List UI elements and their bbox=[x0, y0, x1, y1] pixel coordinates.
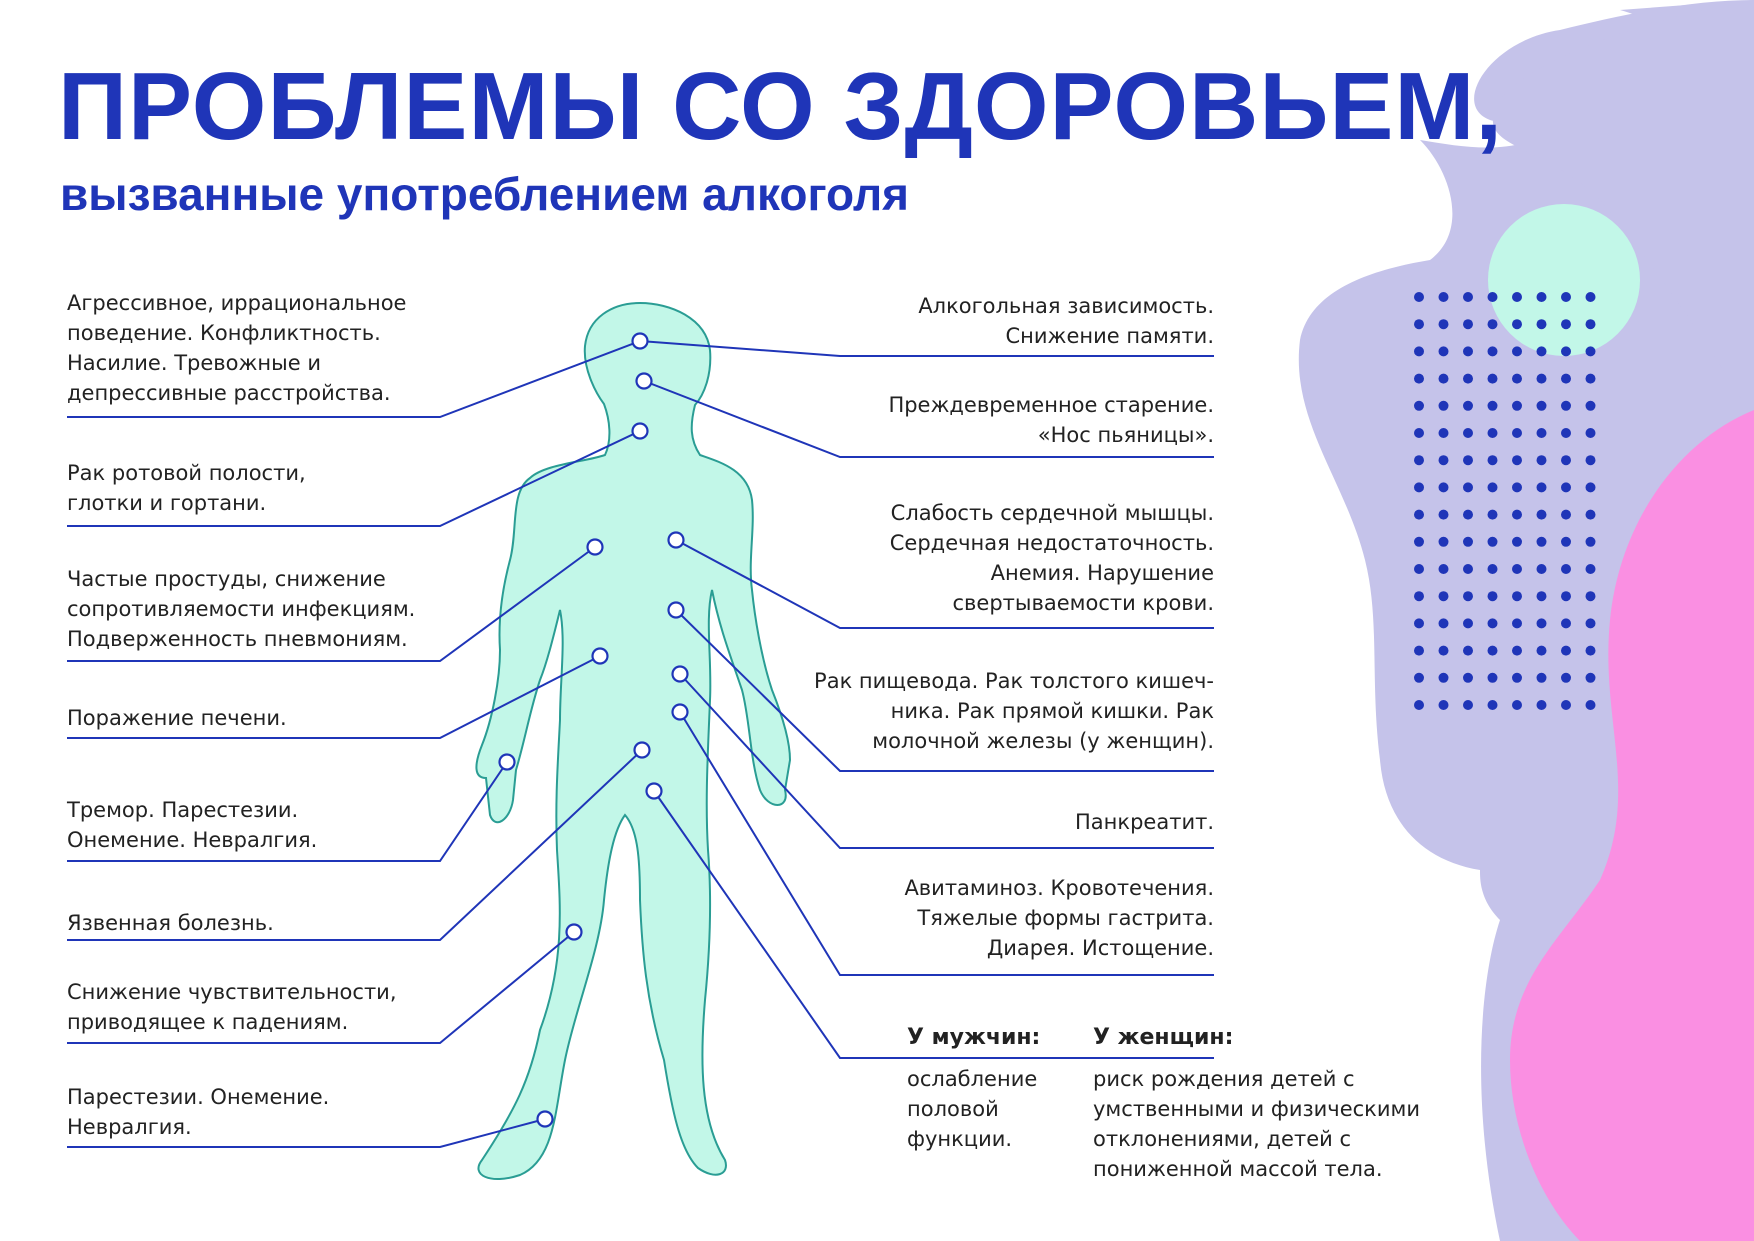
dot bbox=[1414, 673, 1424, 683]
dot bbox=[1463, 482, 1473, 492]
dot bbox=[1463, 510, 1473, 520]
dot bbox=[1512, 346, 1522, 356]
dot bbox=[1414, 482, 1424, 492]
dot bbox=[1439, 510, 1449, 520]
dot bbox=[1439, 700, 1449, 710]
dot bbox=[1537, 564, 1547, 574]
dot bbox=[1586, 537, 1596, 547]
dot bbox=[1512, 700, 1522, 710]
dot bbox=[1512, 673, 1522, 683]
men-effects: ослабление половой функции. bbox=[907, 1067, 1038, 1151]
page-title: ПРОБЛЕМЫ СО ЗДОРОВЬЕМ, bbox=[58, 53, 1503, 160]
dot bbox=[1414, 319, 1424, 329]
left-label-behavior: Агрессивное, иррациональное поведение. Конфликтность. Насилие. Тревожные и депрессивные расстройства. bbox=[67, 291, 407, 405]
dot bbox=[1488, 428, 1498, 438]
dot bbox=[1586, 646, 1596, 656]
dot bbox=[1439, 591, 1449, 601]
women-effects: риск рождения детей с умственными и физическими отклонениями, детей с пониженной массой тела. bbox=[1093, 1067, 1420, 1181]
dot bbox=[1463, 646, 1473, 656]
dot bbox=[1586, 428, 1596, 438]
page-subtitle: вызванные употреблением алкоголя bbox=[60, 168, 910, 220]
dot bbox=[1463, 374, 1473, 384]
right-label-heart: Слабость сердечной мышцы. Сердечная недостаточность. Анемия. Нарушение свертываемости крови. bbox=[889, 501, 1214, 615]
dot bbox=[1561, 564, 1571, 574]
dot bbox=[1512, 401, 1522, 411]
dot bbox=[1488, 646, 1498, 656]
dot bbox=[1537, 455, 1547, 465]
dot bbox=[1586, 374, 1596, 384]
dot bbox=[1512, 618, 1522, 628]
dot bbox=[1463, 346, 1473, 356]
dot bbox=[1463, 401, 1473, 411]
node-stomach bbox=[673, 705, 688, 720]
dot bbox=[1488, 455, 1498, 465]
dot bbox=[1561, 346, 1571, 356]
dot bbox=[1512, 319, 1522, 329]
dot bbox=[1561, 673, 1571, 683]
right-label-cancers: Рак пищевода. Рак толстого кишеч- ника. Рак прямой кишки. Рак молочной железы (у женщин). bbox=[814, 669, 1214, 753]
dot bbox=[1561, 618, 1571, 628]
dot bbox=[1439, 401, 1449, 411]
dot bbox=[1586, 673, 1596, 683]
dot bbox=[1561, 646, 1571, 656]
mint-circle bbox=[1488, 204, 1640, 356]
dot bbox=[1488, 346, 1498, 356]
dot bbox=[1414, 537, 1424, 547]
dot bbox=[1561, 401, 1571, 411]
dot bbox=[1414, 346, 1424, 356]
left-label-immunity: Частые простуды, снижение сопротивляемости инфекциям. Подверженность пневмониям. bbox=[67, 567, 416, 651]
dot bbox=[1488, 482, 1498, 492]
node-esophagus bbox=[669, 603, 684, 618]
dot bbox=[1537, 319, 1547, 329]
left-label-oral-cancer: Рак ротовой полости, глотки и гортани. bbox=[67, 461, 306, 515]
dot bbox=[1439, 319, 1449, 329]
dot bbox=[1439, 564, 1449, 574]
dot bbox=[1414, 591, 1424, 601]
dot bbox=[1488, 401, 1498, 411]
dot bbox=[1463, 319, 1473, 329]
dot bbox=[1488, 673, 1498, 683]
dot bbox=[1439, 673, 1449, 683]
dot bbox=[1537, 646, 1547, 656]
node-pancreas bbox=[673, 667, 688, 682]
dot bbox=[1561, 510, 1571, 520]
dot bbox=[1561, 374, 1571, 384]
dot bbox=[1512, 292, 1522, 302]
dot bbox=[1488, 700, 1498, 710]
dot bbox=[1586, 510, 1596, 520]
dot bbox=[1488, 319, 1498, 329]
dot bbox=[1512, 564, 1522, 574]
node-throat bbox=[633, 424, 648, 439]
dot bbox=[1488, 510, 1498, 520]
dot bbox=[1561, 428, 1571, 438]
dot bbox=[1561, 537, 1571, 547]
dot bbox=[1561, 591, 1571, 601]
node-ulcer bbox=[635, 743, 650, 758]
dot bbox=[1463, 455, 1473, 465]
dot bbox=[1537, 401, 1547, 411]
dot bbox=[1561, 455, 1571, 465]
dot bbox=[1439, 618, 1449, 628]
dot bbox=[1414, 428, 1424, 438]
node-hand bbox=[500, 755, 515, 770]
left-label-ulcer: Язвенная болезнь. bbox=[67, 911, 274, 935]
right-label-dependence: Алкогольная зависимость. Снижение памяти. bbox=[918, 294, 1214, 348]
dot bbox=[1512, 428, 1522, 438]
node-lungs bbox=[588, 540, 603, 555]
dot bbox=[1414, 646, 1424, 656]
dot bbox=[1561, 319, 1571, 329]
dot bbox=[1463, 618, 1473, 628]
left-label-tremor: Тремор. Парестезии. Онемение. Невралгия. bbox=[67, 798, 318, 852]
node-liver bbox=[593, 649, 608, 664]
dot bbox=[1439, 292, 1449, 302]
dot bbox=[1586, 401, 1596, 411]
dot bbox=[1414, 700, 1424, 710]
node-knee bbox=[567, 925, 582, 940]
dot bbox=[1537, 673, 1547, 683]
dot bbox=[1414, 401, 1424, 411]
right-label-pancreatitis: Панкреатит. bbox=[1075, 810, 1214, 834]
node-brain bbox=[633, 334, 648, 349]
dot bbox=[1512, 646, 1522, 656]
dot bbox=[1537, 700, 1547, 710]
dot bbox=[1586, 700, 1596, 710]
dot bbox=[1439, 374, 1449, 384]
dot bbox=[1439, 482, 1449, 492]
dot bbox=[1586, 564, 1596, 574]
women-heading: У женщин: bbox=[1093, 1025, 1234, 1050]
dot bbox=[1537, 346, 1547, 356]
dot bbox=[1414, 564, 1424, 574]
dot bbox=[1512, 374, 1522, 384]
dot bbox=[1488, 618, 1498, 628]
left-label-paresthesia: Парестезии. Онемение. Невралгия. bbox=[67, 1085, 330, 1139]
dot bbox=[1463, 537, 1473, 547]
dot bbox=[1414, 510, 1424, 520]
dot bbox=[1414, 618, 1424, 628]
dot bbox=[1439, 455, 1449, 465]
dot bbox=[1512, 455, 1522, 465]
dot bbox=[1537, 292, 1547, 302]
dot bbox=[1561, 292, 1571, 302]
right-label-gastritis: Авитаминоз. Кровотечения. Тяжелые формы гастрита. Диарея. Истощение. bbox=[904, 876, 1214, 960]
dot bbox=[1537, 510, 1547, 520]
dot bbox=[1537, 591, 1547, 601]
dot bbox=[1561, 482, 1571, 492]
dot bbox=[1586, 482, 1596, 492]
dot bbox=[1488, 537, 1498, 547]
dot bbox=[1586, 618, 1596, 628]
dot bbox=[1586, 455, 1596, 465]
dot bbox=[1561, 700, 1571, 710]
dot bbox=[1463, 428, 1473, 438]
dot bbox=[1463, 564, 1473, 574]
dot bbox=[1512, 510, 1522, 520]
dot bbox=[1537, 537, 1547, 547]
men-heading: У мужчин: bbox=[907, 1025, 1041, 1050]
node-heart bbox=[669, 533, 684, 548]
dot bbox=[1439, 646, 1449, 656]
dot bbox=[1512, 482, 1522, 492]
dot bbox=[1463, 591, 1473, 601]
dot bbox=[1488, 591, 1498, 601]
dot bbox=[1414, 292, 1424, 302]
dot bbox=[1463, 673, 1473, 683]
dot bbox=[1512, 537, 1522, 547]
dot bbox=[1439, 537, 1449, 547]
dot bbox=[1586, 591, 1596, 601]
dot bbox=[1488, 292, 1498, 302]
node-reproductive bbox=[647, 784, 662, 799]
dot bbox=[1463, 700, 1473, 710]
left-label-liver: Поражение печени. bbox=[67, 706, 287, 730]
left-label-sensitivity: Снижение чувствительности, приводящее к падениям. bbox=[67, 980, 397, 1034]
dot bbox=[1414, 374, 1424, 384]
dot bbox=[1537, 482, 1547, 492]
dot bbox=[1512, 591, 1522, 601]
dot bbox=[1586, 292, 1596, 302]
dot bbox=[1488, 374, 1498, 384]
dot bbox=[1439, 346, 1449, 356]
dot bbox=[1586, 319, 1596, 329]
dot bbox=[1488, 564, 1498, 574]
dot bbox=[1537, 618, 1547, 628]
dot bbox=[1586, 346, 1596, 356]
right-label-aging: Преждевременное старение. «Нос пьяницы». bbox=[888, 393, 1214, 447]
node-nose bbox=[637, 374, 652, 389]
dot bbox=[1414, 455, 1424, 465]
dot bbox=[1537, 428, 1547, 438]
dot bbox=[1463, 292, 1473, 302]
node-foot bbox=[538, 1112, 553, 1127]
dot bbox=[1439, 428, 1449, 438]
dot bbox=[1537, 374, 1547, 384]
